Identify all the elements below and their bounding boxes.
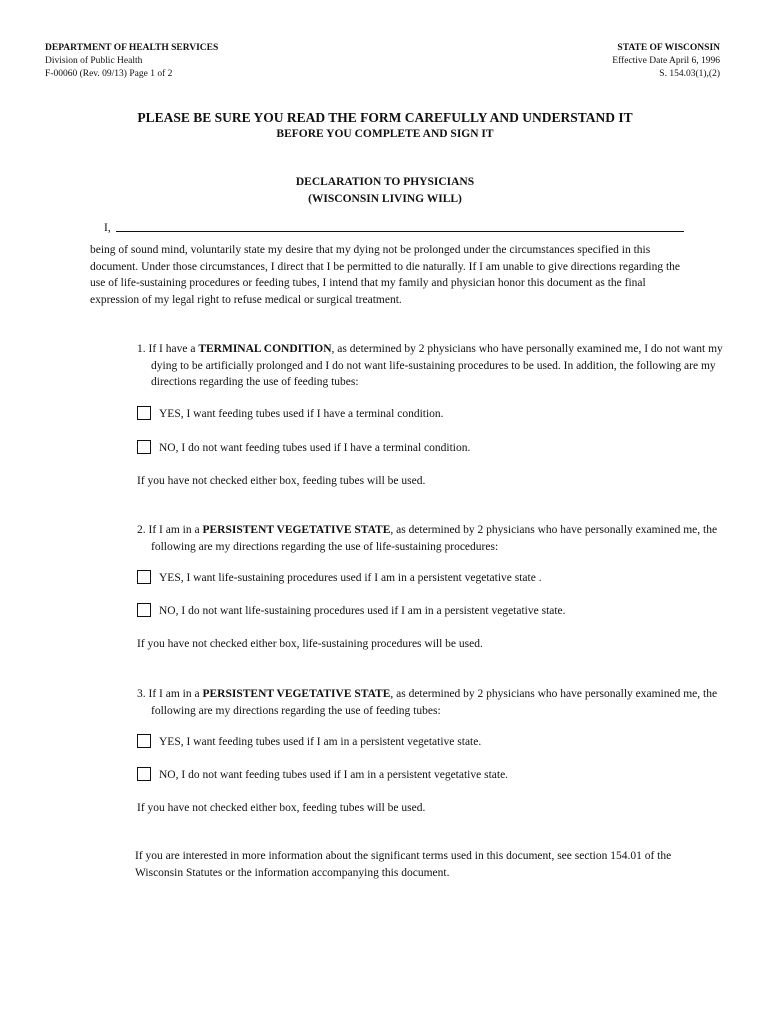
section-2-pre: If I am in a	[148, 524, 203, 536]
declarant-name-row	[104, 220, 684, 236]
form-id: F-00060 (Rev. 09/13) Page 1 of 2	[45, 68, 173, 79]
declaration-subtitle: (WISCONSIN LIVING WILL)	[308, 193, 462, 205]
warning-line-1: PLEASE BE SURE YOU READ THE FORM CAREFULLY AND UNDERSTAND IT	[137, 110, 633, 125]
section-3-pre: If I am in a	[148, 688, 203, 700]
section-1-term: TERMINAL CONDITION	[198, 343, 332, 355]
section-1-yes-checkbox[interactable]	[137, 406, 151, 420]
section-1-no-label: NO, I do not want feeding tubes used if I have a terminal condition.	[159, 442, 471, 454]
section-1-pre: If I have a	[148, 343, 199, 355]
section-3-yes-checkbox[interactable]	[137, 734, 151, 748]
section-1-number: 1.	[137, 343, 146, 355]
section-1-text	[137, 341, 727, 391]
state-name: STATE OF WISCONSIN	[617, 43, 720, 53]
header-right	[612, 42, 720, 80]
section-3-no-label: NO, I do not want feeding tubes used if I am in a persistent vegetative state.	[159, 769, 509, 781]
declarant-label: I,	[104, 222, 111, 234]
department-name: DEPARTMENT OF HEALTH SERVICES	[45, 43, 219, 53]
section-3-note: If you have not checked either box, feeding tubes will be used.	[137, 802, 426, 814]
section-2-no-checkbox[interactable]	[137, 603, 151, 617]
section-2-yes-label: YES, I want life-sustaining procedures used if I am in a persistent vegetative state .	[159, 572, 542, 584]
section-1	[137, 341, 727, 391]
statute-ref: S. 154.03(1),(2)	[659, 68, 720, 79]
effective-date: Effective Date April 6, 1996	[612, 55, 720, 66]
section-3-text	[137, 686, 727, 719]
section-3-post: , as determined by 2 physicians who have personally examined me, the following are my directions regarding the use of feeding tubes:	[151, 688, 718, 717]
section-2	[137, 522, 727, 555]
section-1-yes-label: YES, I want feeding tubes used if I have a terminal condition.	[159, 408, 444, 420]
division-name: Division of Public Health	[45, 55, 143, 66]
warning-line-2: BEFORE YOU COMPLETE AND SIGN IT	[276, 128, 494, 140]
section-2-note: If you have not checked either box, life-sustaining procedures will be used.	[137, 638, 483, 650]
section-2-no-label: NO, I do not want life-sustaining procedures used if I am in a persistent vegetative state.	[159, 605, 566, 617]
section-3-term: PERSISTENT VEGETATIVE STATE	[202, 688, 391, 700]
section-1-post: , as determined by 2 physicians who have personally examined me, I do not want my dying to be artificially prolonged and I do not want life-sustaining procedures to be used. In addition, the following are my directions regarding the use of feeding tubes:	[151, 343, 723, 389]
declarant-name-field[interactable]	[116, 231, 684, 232]
section-2-yes-checkbox[interactable]	[137, 570, 151, 584]
intro-paragraph: being of sound mind, voluntarily state my desire that my dying not be prolonged under the circumstances specified in this document. Under those circumstances, I direct that I be permitted to die naturally. If I am unable to give directions regarding the use of life-sustaining procedures or feeding tubes, I intend that my family and physician honor this document as the final expression of my legal right to refuse medical or surgical treatment.	[90, 244, 681, 307]
section-3-yes-label: YES, I want feeding tubes used if I am in a persistent vegetative state.	[159, 736, 482, 748]
section-3-number: 3.	[137, 688, 146, 700]
section-1-note: If you have not checked either box, feeding tubes will be used.	[137, 475, 426, 487]
section-3	[137, 686, 727, 719]
header-left	[45, 42, 218, 80]
declaration-title: DECLARATION TO PHYSICIANS	[295, 176, 475, 188]
section-3-no-checkbox[interactable]	[137, 767, 151, 781]
section-2-text	[137, 522, 727, 555]
section-2-term: PERSISTENT VEGETATIVE STATE	[202, 524, 391, 536]
closing-paragraph: If you are interested in more information about the significant terms used in this document, see section 154.01 of the Wisconsin Statutes or the information accompanying this document.	[135, 850, 672, 879]
section-1-no-checkbox[interactable]	[137, 440, 151, 454]
section-2-post: , as determined by 2 physicians who have personally examined me, the following are my directions regarding the use of life-sustaining procedures:	[151, 524, 718, 553]
section-2-number: 2.	[137, 524, 146, 536]
